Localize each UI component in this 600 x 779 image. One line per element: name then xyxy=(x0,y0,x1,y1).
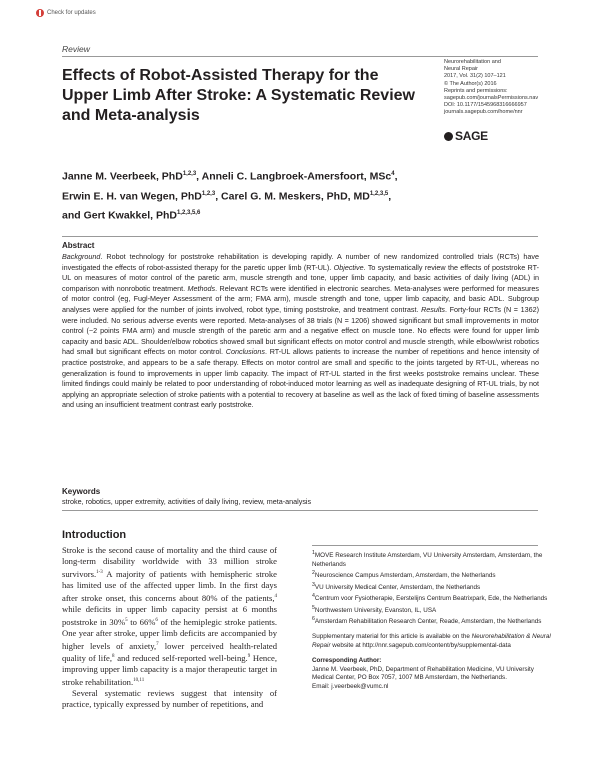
journal-meta-line: Neural Repair xyxy=(444,66,478,73)
crossmark-icon xyxy=(36,9,44,17)
abstract-section-label: Objective xyxy=(333,262,364,272)
author-affiliation-mark: 1,2,3,5,6 xyxy=(176,210,201,216)
affiliations xyxy=(312,549,552,627)
introduction-paragraph xyxy=(62,688,277,710)
affiliation-item xyxy=(312,604,552,616)
introduction-body xyxy=(62,545,277,710)
affiliation-item xyxy=(312,549,552,569)
journal-meta-line[interactable]: DOI: 10.1177/1545968316666957 xyxy=(444,102,527,109)
affiliation-text: Northwestern University, Evanston, IL, USA xyxy=(314,606,437,614)
keywords-list: stroke, robotics, upper extremity, activities of daily living, review, meta-analysis xyxy=(62,497,312,506)
citation-ref: 6 xyxy=(155,617,158,623)
abstract-text: . RT-UL allows patients to increase the number of repetitions and hence intensity of practice poststroke, and appears to be a safe therapy. Effects on motor control are small and specific to the joints targeted by RT-UL, whereas no generalization is found to improvements in upper limb capacity. The impact of RT-UL started in the first weeks poststroke remains unclear. These limited findings could mainly be related to poor understanding of robot-induced motor learning as well as inadequate designing of RT-UL trials, by not applying an appropriate selection of stroke patients with a potential to recovery at baseline as well as the lack of fixed timing of baseline assessments and using an insufficient treatment contrast early poststroke. xyxy=(62,347,539,410)
affiliation-text: VU University Medical Center, Amsterdam, the Netherlands xyxy=(314,583,481,591)
abstract-text: . Relevant RCTs were identified in electronic searches. Meta-analyses were performed for measures of motor control (eg, Fugl-Meyer Assessment of the arm; FMA arm), muscle strength and tone, upper limb capacity, and basic ADL. Subgroup analyses were applied for the number of joints involved, robot type, timing poststroke, and treatment contrast. xyxy=(62,283,539,314)
citation-ref: 5 xyxy=(125,617,128,623)
citation-ref: 1-3 xyxy=(96,570,103,575)
intro-text: A majority of patients with hemispheric stroke has limited use of the affected upper limb. In the first days after stroke onset, this concerns about 80% of the patients, xyxy=(62,568,277,603)
abstract-text: . To systematically review the effects of poststroke RT-UL on measures of motor control of the paretic arm, muscle strength and tone, upper limb capacity, and basic activities of daily living (ADL) in comparison with nonrobotic treatment. xyxy=(62,262,539,293)
keywords-heading: Keywords xyxy=(62,487,101,496)
crossmark-badge[interactable] xyxy=(36,8,96,18)
journal-meta xyxy=(444,59,564,117)
intro-text: lower perceived health-related quality of life, xyxy=(62,640,277,664)
abstract-section-label: Methods xyxy=(187,283,216,293)
introduction-heading: Introduction xyxy=(62,529,127,541)
author-affiliation-mark: 1,2,3 xyxy=(201,190,216,197)
affiliation-number: 2 xyxy=(312,570,315,577)
citation-ref: 4 xyxy=(274,593,277,599)
abstract-section-label: Results xyxy=(421,304,446,314)
keywords-divider xyxy=(62,510,538,511)
citation-ref: 10,11 xyxy=(133,678,145,684)
intro-text: Hence, improving upper limb capacity is a major therapeutic target in stroke rehabilitation. xyxy=(62,653,277,688)
corresponding-heading: Corresponding Author: xyxy=(312,657,382,665)
article-category: Review xyxy=(62,44,90,54)
affiliation-text: Centrum voor Fysiotherapie, Eerstelijns Centrum Beatrixpark, Ede, the Netherlands xyxy=(314,595,548,603)
supplementary-note xyxy=(312,633,552,650)
abstract-heading: Abstract xyxy=(62,241,95,250)
sage-icon xyxy=(444,132,453,141)
author-line: Janne M. Veerbeek, PhD$^{1,2,3}$, Anneli C. Langbroek-Amersfoort, MSc$^4$, xyxy=(62,170,398,183)
journal-meta-line[interactable]: sagepub.com/journalsPermissions.nav xyxy=(444,95,539,102)
abstract-section-label: Conclusions xyxy=(225,347,265,357)
affiliation-item xyxy=(312,581,552,593)
citation-ref: 8 xyxy=(112,654,115,660)
author-name: Janne M. Veerbeek, PhD xyxy=(62,170,183,183)
journal-meta-line: Neurorehabilitation and xyxy=(444,59,501,65)
author-line: Erwin E. H. van Wegen, PhD$^{1,2,3}$, Carel G. M. Meskers, PhD, MD$^{1,2,3,5}$, xyxy=(62,190,392,202)
crossmark-label: Check for updates xyxy=(47,10,96,16)
intro-text: and reduced self-reported well-being. xyxy=(114,653,248,664)
author-list xyxy=(62,166,492,225)
journal-meta-line: 2017, Vol. 31(2) 107–121 xyxy=(444,73,506,80)
corresponding-line: Janne M. Veerbeek, PhD, Department of Rehabilitation Medicine, VU University Medical Center, PO Box 7057, 1007 MB Amsterdam, the Netherlands. xyxy=(312,665,534,682)
affiliation-text: MOVE Research Institute Amsterdam, VU University Amsterdam, Amsterdam, the Netherlands xyxy=(312,552,543,568)
supplementary-text: Supplementary material for this article is available on the xyxy=(312,633,472,641)
footnote-divider xyxy=(312,545,538,546)
author-name: Carel G. M. Meskers, PhD, MD xyxy=(221,190,370,202)
abstract-text: . Robot technology for poststroke rehabilitation is developing rapidly. A number of new randomized controlled trials (RCTs) have investigated the effects of robot-assisted therapy for the paretic upper limb (RT-UL). xyxy=(62,252,539,272)
affiliation-item xyxy=(312,592,552,604)
author-line xyxy=(62,205,492,225)
author-name: Erwin E. H. van Wegen, PhD xyxy=(62,190,202,202)
introduction-paragraph xyxy=(62,545,277,688)
author-name: and Gert Kwakkel, PhD xyxy=(62,209,177,222)
author-affiliation-mark: 4 xyxy=(391,171,395,177)
journal-meta-line[interactable]: journals.sagepub.com/home/nnr xyxy=(444,109,523,116)
journal-meta-line: © The Author(s) 2016 xyxy=(444,80,497,87)
affiliation-item xyxy=(312,615,552,627)
affiliation-number: 3 xyxy=(312,581,315,588)
corresponding-details xyxy=(312,666,552,692)
footnotes-column xyxy=(312,545,552,691)
citation-ref: 9 xyxy=(247,654,251,660)
article-title: Effects of Robot-Assisted Therapy for the Upper Limb After Stroke: A Systematic Review and Meta-analysis xyxy=(62,67,415,124)
abstract-body xyxy=(62,252,539,411)
author-name: Anneli C. Langbroek-Amersfoort, MSc xyxy=(201,170,392,183)
abstract-section-label: Background xyxy=(62,252,101,261)
header-divider xyxy=(62,56,538,57)
affiliation-number: 1 xyxy=(312,550,315,556)
intro-text: Stroke is the second cause of mortality and the third cause of long-term disability worldwide with 33 million stroke survivors. xyxy=(62,545,277,579)
intro-text: while deficits in upper limb capacity persist at 6 months poststroke in 30% xyxy=(62,603,277,627)
abstract-text: . Forty-four RCTs (N = 1362) were included. No serious adverse events were reported. Meta-analyses of 38 trials (N = 1206) showed significant but small improvements in motor control (~2 points FMA arm) and muscle strength of the paretic arm and a negative effect on muscle tone. No effects were found for upper limb capacity and basic ADL. Shoulder/elbow robotics showed small but significant effects on motor control and muscle strength, while elbow/wrist robotics had small but significant effects on motor control. xyxy=(62,304,539,357)
affiliation-number: 4 xyxy=(312,593,315,600)
corresponding-line[interactable]: Email: j.veerbeek@vumc.nl xyxy=(312,682,389,690)
author-affiliation-mark: 1,2,3 xyxy=(182,171,197,177)
intro-text: to 66% xyxy=(127,616,156,627)
supplementary-link[interactable]: website at http://nnr.sagepub.com/content/by/supplemental-data xyxy=(330,641,511,649)
affiliation-text: Neuroscience Campus Amsterdam, Amsterdam, the Netherlands xyxy=(314,572,496,580)
citation-ref: 7 xyxy=(156,641,159,647)
abstract-divider xyxy=(62,236,538,237)
affiliation-number: 5 xyxy=(312,604,315,611)
intro-text: of the hemiplegic stroke patients. One year after stroke, upper limb deficits are accompanied by higher levels of anxiety, xyxy=(62,616,278,651)
journal-meta-line: Reprints and permissions: xyxy=(444,87,508,94)
affiliation-number: 6 xyxy=(312,616,315,623)
intro-text: Several systematic reviews suggest that intensity of practice, typically expressed by number of repetitions, and xyxy=(62,688,277,710)
affiliation-text: Amsterdam Rehabilitation Research Center, Reade, Amsterdam, the Netherlands xyxy=(314,618,542,626)
author-affiliation-mark: 1,2,3,5 xyxy=(369,190,389,197)
affiliation-item xyxy=(312,569,552,581)
supplementary-journal: Neurorehabilitation & Neural Repair xyxy=(312,633,551,649)
publisher-name: SAGE xyxy=(455,129,488,143)
publisher-logo xyxy=(444,129,488,143)
